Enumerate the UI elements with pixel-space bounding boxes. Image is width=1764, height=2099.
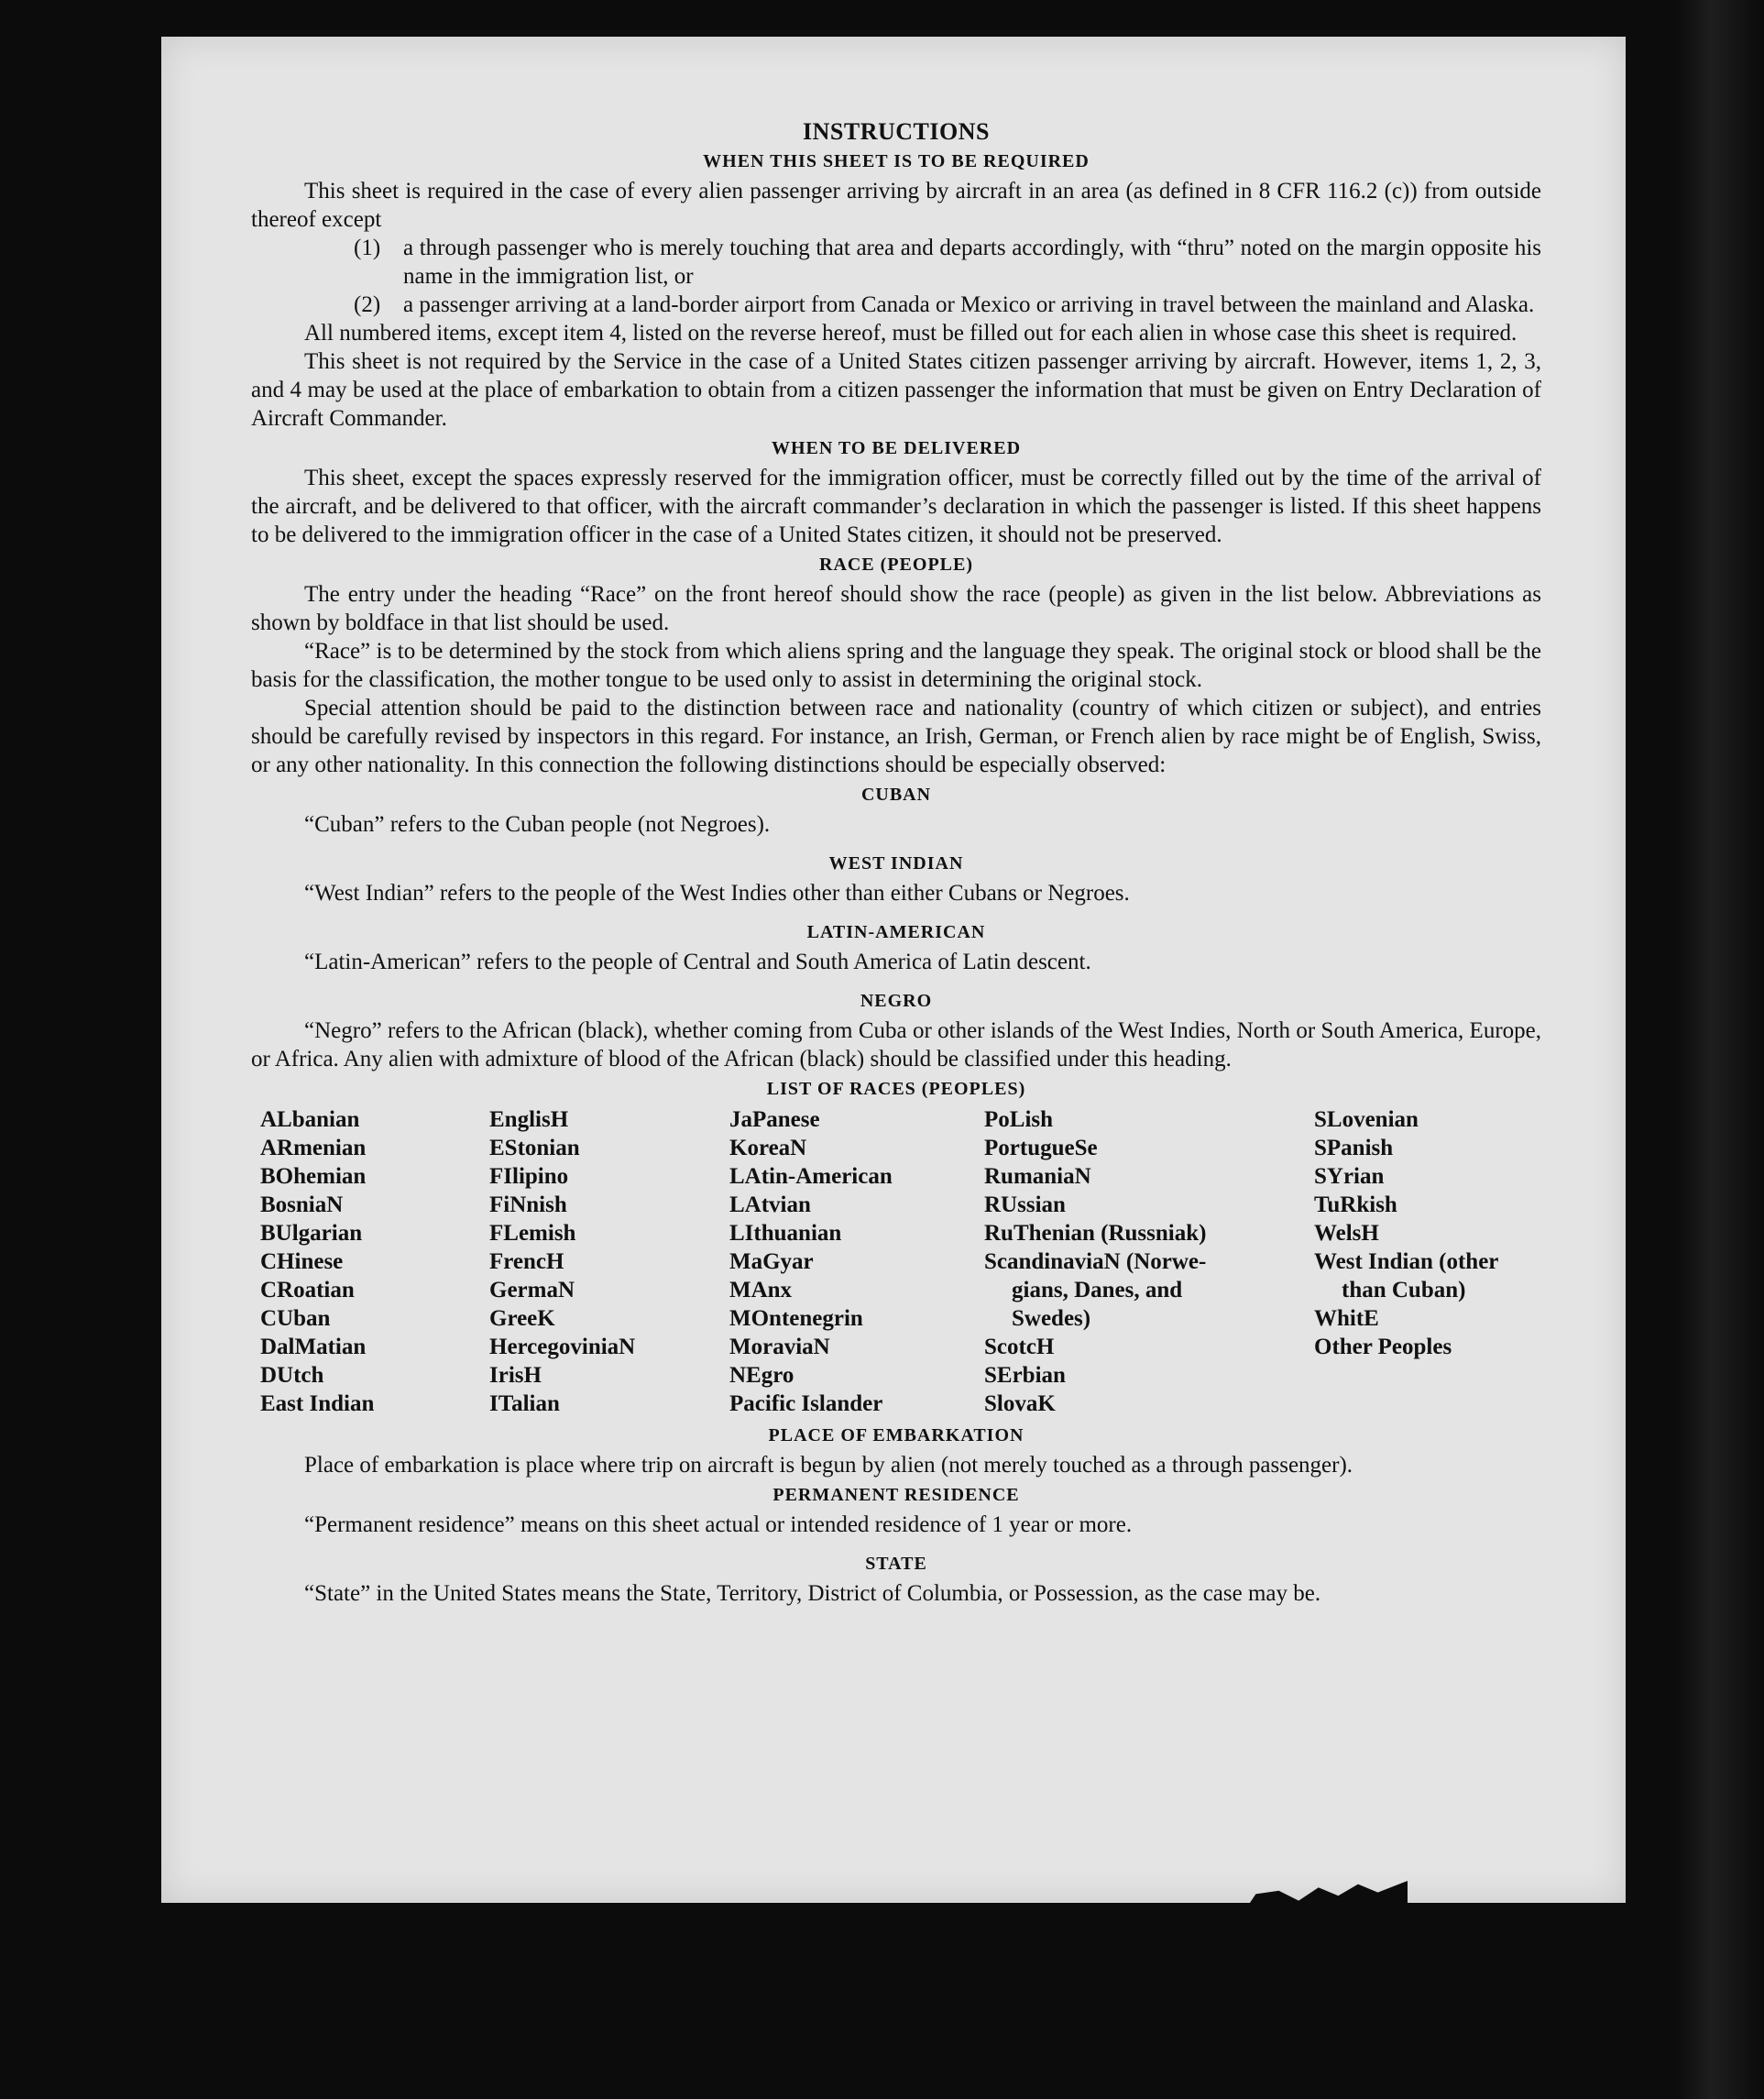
race-entry: CHinese: [260, 1249, 344, 1274]
race-entry: MoraviaN: [729, 1335, 830, 1359]
race-entry: LAtvian: [729, 1192, 811, 1217]
race-entry: ScandinaviaN (Norwe-: [984, 1249, 1207, 1274]
item-number: (2): [354, 292, 381, 317]
torn-edge: [1243, 1881, 1408, 1914]
race-entry: SErbian: [984, 1363, 1066, 1388]
heading-race: RACE (PEOPLE): [819, 555, 973, 575]
races-column-5: [1314, 1105, 1550, 1418]
race-entry: Other Peoples: [1314, 1335, 1452, 1359]
race-entry-continuation: Swedes): [1012, 1306, 1091, 1331]
race-entry: RUssian: [984, 1192, 1066, 1217]
numbered-items-paragraph: All numbered items, except item 4, listed on the reverse hereof, must be filled out for each alien in whose case this sheet is required.: [304, 321, 1517, 346]
embarkation-text: Place of embarkation is place where trip on aircraft is begun by alien (not merely touched as a through passenger).: [304, 1453, 1353, 1478]
item-number: (1): [354, 236, 381, 260]
race-entry: SPanish: [1314, 1136, 1394, 1160]
race-entry: ScotcH: [984, 1335, 1055, 1359]
race-entry: EnglisH: [489, 1107, 569, 1132]
latin-american-text: “Latin-American” refers to the people of Central and South America of Latin descent.: [304, 950, 1091, 974]
race-entry: FIlipino: [489, 1164, 569, 1189]
race-entry-continuation: than Cuban): [1342, 1278, 1466, 1302]
races-column-4: [984, 1105, 1314, 1418]
state-text: “State” in the United States means the State, Territory, District of Columbia, or Possession, as the case may be.: [304, 1581, 1321, 1606]
exception-item-1: [354, 234, 1541, 291]
west-indian-text: “West Indian” refers to the people of the West Indies other than either Cubans or Negroes.: [304, 881, 1130, 906]
races-column-2: [489, 1105, 729, 1418]
race-entry: MAnx: [729, 1278, 793, 1302]
race-entry: ALbanian: [260, 1107, 360, 1132]
exception-item-2: [354, 291, 1541, 319]
race-entry: FrencH: [489, 1249, 564, 1274]
heading-permanent-residence: PERMANENT RESIDENCE: [772, 1485, 1020, 1505]
race-entry: Pacific Islander: [729, 1391, 883, 1416]
race-entry: IrisH: [489, 1363, 542, 1388]
heading-list-of-races: LIST OF RACES (PEOPLES): [766, 1079, 1026, 1099]
race-entry: PortugueSe: [984, 1136, 1098, 1160]
race-entry: RuThenian (Russniak): [984, 1221, 1207, 1246]
race-entry: SLovenian: [1314, 1107, 1419, 1132]
race-entry: JaPanese: [729, 1107, 820, 1132]
race-entry: BOhemian: [260, 1164, 367, 1189]
race-entry: CUban: [260, 1306, 331, 1331]
race-entry: BUlgarian: [260, 1221, 363, 1246]
race-entry: ARmenian: [260, 1136, 367, 1160]
race-paragraph-2: “Race” is to be determined by the stock from which aliens spring and the language they speak. The original stock or blood shall be the basis for the classification, the mother tongue to be used only to assist in determining the original stock.: [251, 639, 1541, 692]
race-entry-continuation: gians, Danes, and: [1012, 1278, 1183, 1302]
race-entry: TuRkish: [1314, 1192, 1397, 1217]
heading-state: STATE: [865, 1554, 927, 1574]
heading-embarkation: PLACE OF EMBARKATION: [768, 1425, 1024, 1445]
heading-latin-american: LATIN-AMERICAN: [806, 922, 986, 942]
race-entry: LIthuanian: [729, 1221, 842, 1246]
race-paragraph-1: The entry under the heading “Race” on the front hereof should show the race (people) as given in the list below. Abbreviations as shown by boldface in that list should be used.: [251, 582, 1541, 635]
race-entry: EStonian: [489, 1136, 580, 1160]
item-text: a passenger arriving at a land-border airport from Canada or Mexico or arriving in travel between the mainland and Alaska.: [403, 292, 1535, 317]
race-paragraph-3: Special attention should be paid to the distinction between race and nationality (country of which citizen or subject), and entries should be carefully revised by inspectors in this regard. For instance, an Irish, German, or French alien by race might be of English, Swiss, or any other nationality. In this connection the following distinctions should be especially observed:: [251, 696, 1541, 777]
race-entry: KoreaN: [729, 1136, 807, 1160]
when-delivered-text: This sheet, except the spaces expressly reserved for the immigration officer, must be correctly filled out by the time of the arrival of the aircraft, and be delivered to that officer, with the aircraft commander’s declaration in which the passenger is listed. If this sheet happens to be delivered to the immigration officer in the case of a United States citizen, it should not be preserved.: [251, 466, 1541, 547]
instructions-content: [251, 114, 1541, 1608]
race-entry: ITalian: [489, 1391, 560, 1416]
heading-negro: NEGRO: [860, 991, 933, 1011]
cuban-text: “Cuban” refers to the Cuban people (not Negroes).: [304, 812, 771, 837]
race-entry: East Indian: [260, 1391, 375, 1416]
race-entry: WhitE: [1314, 1306, 1379, 1331]
heading-west-indian: WEST INDIAN: [828, 853, 964, 874]
scan-border: [1677, 0, 1764, 2099]
race-entry: BosniaN: [260, 1192, 344, 1217]
race-entry: WelsH: [1314, 1221, 1379, 1246]
race-entry: SYrian: [1314, 1164, 1385, 1189]
race-entry: MOntenegrin: [729, 1306, 863, 1331]
race-entry: West Indian (other: [1314, 1249, 1499, 1274]
race-entry: CRoatian: [260, 1278, 355, 1302]
heading-when-required: WHEN THIS SHEET IS TO BE REQUIRED: [703, 151, 1090, 171]
race-entry: GreeK: [489, 1306, 555, 1331]
race-entry: RumaniaN: [984, 1164, 1091, 1189]
race-entry: GermaN: [489, 1278, 575, 1302]
race-entry: LAtin-American: [729, 1164, 893, 1189]
race-entry: MaGyar: [729, 1249, 814, 1274]
races-table: [260, 1105, 1541, 1418]
race-entry: HercegoviniaN: [489, 1335, 636, 1359]
when-required-intro: This sheet is required in the case of every alien passenger arriving by aircraft in an area (as defined in 8 CFR 116.2 (c)) from outside thereof except: [251, 179, 1541, 232]
race-entry: DalMatian: [260, 1335, 367, 1359]
race-entry: SlovaK: [984, 1391, 1056, 1416]
heading-when-delivered: WHEN TO BE DELIVERED: [771, 438, 1022, 458]
race-entry: DUtch: [260, 1363, 324, 1388]
races-column-1: [260, 1105, 489, 1418]
race-entry: PoLish: [984, 1107, 1054, 1132]
page-title: INSTRUCTIONS: [803, 118, 990, 145]
residence-text: “Permanent residence” means on this sheet actual or intended residence of 1 year or more.: [304, 1512, 1133, 1537]
citizen-paragraph: This sheet is not required by the Service in the case of a United States citizen passenger arriving by aircraft. However, items 1, 2, 3, and 4 may be used at the place of embarkation to obtain from a citizen passenger the information that must be given on Entry Declaration of Aircraft Commander.: [251, 349, 1541, 431]
race-entry: FLemish: [489, 1221, 576, 1246]
races-column-3: [729, 1105, 984, 1418]
race-entry: FiNnish: [489, 1192, 567, 1217]
negro-text: “Negro” refers to the African (black), whether coming from Cuba or other islands of the West Indies, North or South America, Europe, or Africa. Any alien with admixture of blood of the African (black) should be classified under this heading.: [251, 1018, 1541, 1071]
item-text: a through passenger who is merely touching that area and departs accordingly, with “thru” noted on the margin opposite his name in the immigration list, or: [403, 236, 1541, 289]
race-entry: NEgro: [729, 1363, 794, 1388]
heading-cuban: CUBAN: [860, 785, 932, 805]
